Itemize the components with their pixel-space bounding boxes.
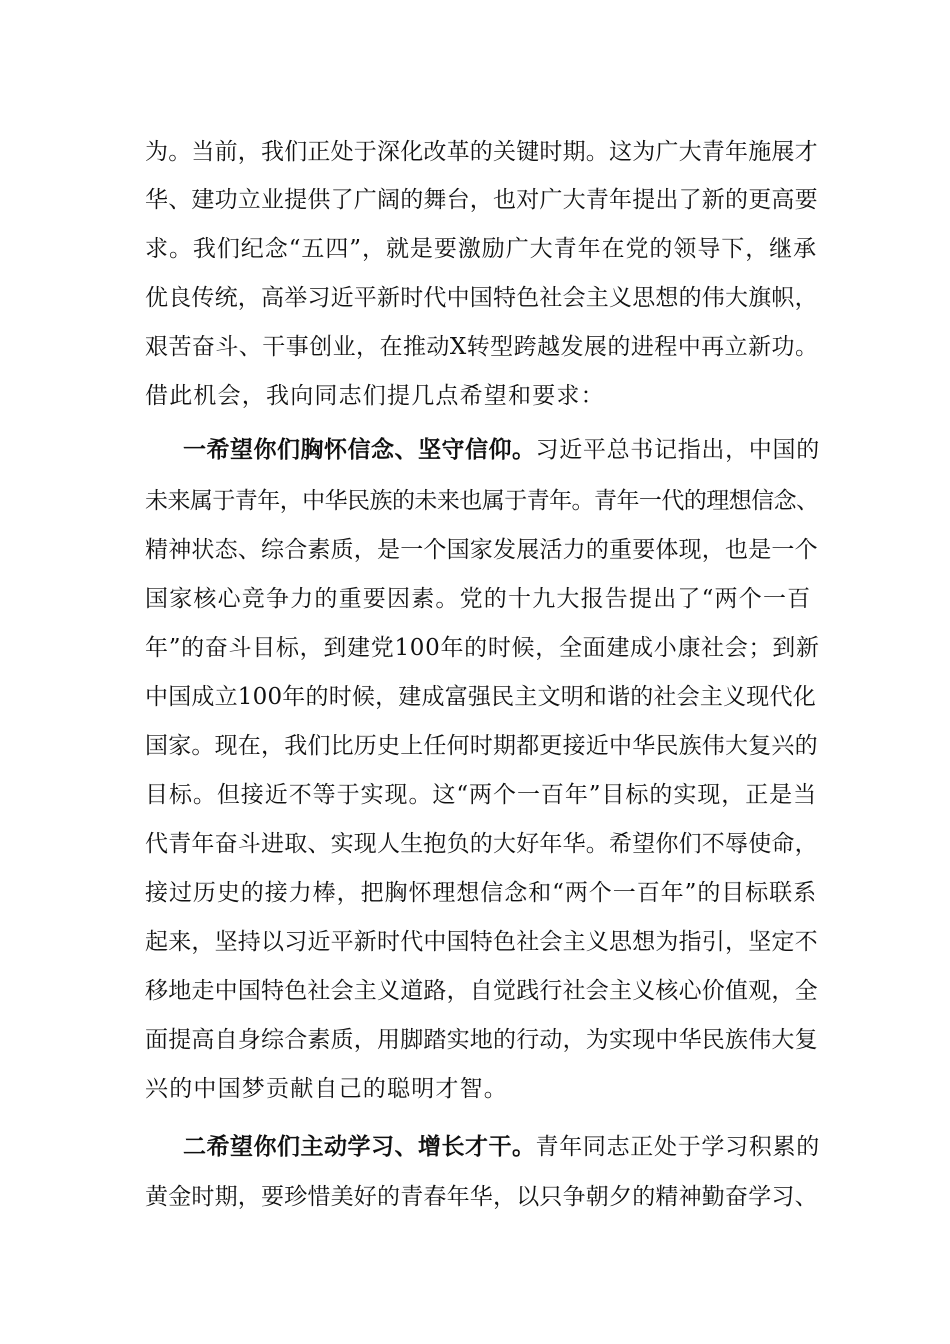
text-line: 黄金时期，要珍惜美好的青春年华，以只争朝夕的精神勤奋学习、 xyxy=(145,1184,818,1210)
text-line: 中国成立100年的时候，建成富强民主文明和谐的社会主义现代化 xyxy=(145,684,816,710)
text-line: 借此机会，我向同志们提几点希望和要求： xyxy=(145,383,605,409)
text-line: 目标。但接近不等于实现。这“两个一百年”目标的实现，正是当 xyxy=(145,782,818,808)
text-line: 移地走中国特色社会主义道路，自觉践行社会主义核心价值观，全 xyxy=(145,978,818,1004)
text-line: 代青年奋斗进取、实现人生抱负的大好年华。希望你们不辱使命， xyxy=(145,831,818,857)
paragraph-first-line xyxy=(183,1127,820,1167)
text-line: 求。我们纪念“五四”，就是要激励广大青年在党的领导下，继承 xyxy=(145,236,818,262)
text-line: 年”的奋斗目标，到建党100年的时候，全面建成小康社会；到新 xyxy=(145,635,820,661)
text-run: 青年同志正处于学习积累的 xyxy=(535,1134,820,1160)
text-line: 优良传统，高举习近平新时代中国特色社会主义思想的伟大旗帜， xyxy=(145,285,818,311)
text-line: 精神状态、综合素质，是一个国家发展活力的重要体现，也是一个 xyxy=(145,537,818,563)
text-line: 华、建功立业提供了广阔的舞台，也对广大青年提出了新的更高要 xyxy=(145,187,818,213)
text-line: 为。当前，我们正处于深化改革的关键时期。这为广大青年施展才 xyxy=(145,139,818,165)
text-line: 国家核心竞争力的重要因素。党的十九大报告提出了“两个一百 xyxy=(145,586,812,612)
text-line: 起来，坚持以习近平新时代中国特色社会主义思想为指引，坚定不 xyxy=(145,929,818,955)
text-line: 接过历史的接力棒，把胸怀理想信念和“两个一百年”的目标联系 xyxy=(145,880,818,906)
text-run: 习近平总书记指出，中国的 xyxy=(535,437,820,463)
text-line: 面提高自身综合素质，用脚踏实地的行动，为实现中华民族伟大复 xyxy=(145,1027,818,1053)
text-line: 国家。现在，我们比历史上任何时期都更接近中华民族伟大复兴的 xyxy=(145,733,818,759)
text-line: 未来属于青年，中华民族的未来也属于青年。青年一代的理想信念、 xyxy=(145,488,819,514)
paragraph-first-line xyxy=(183,430,820,470)
section-heading: 一希望你们胸怀信念、坚守信仰。 xyxy=(183,437,536,463)
text-line: 兴的中国梦贡献自己的聪明才智。 xyxy=(145,1076,508,1102)
section-heading: 二希望你们主动学习、增长才干。 xyxy=(183,1134,536,1160)
text-line: 艰苦奋斗、干事创业，在推动X转型跨越发展的进程中再立新功。 xyxy=(145,334,819,360)
